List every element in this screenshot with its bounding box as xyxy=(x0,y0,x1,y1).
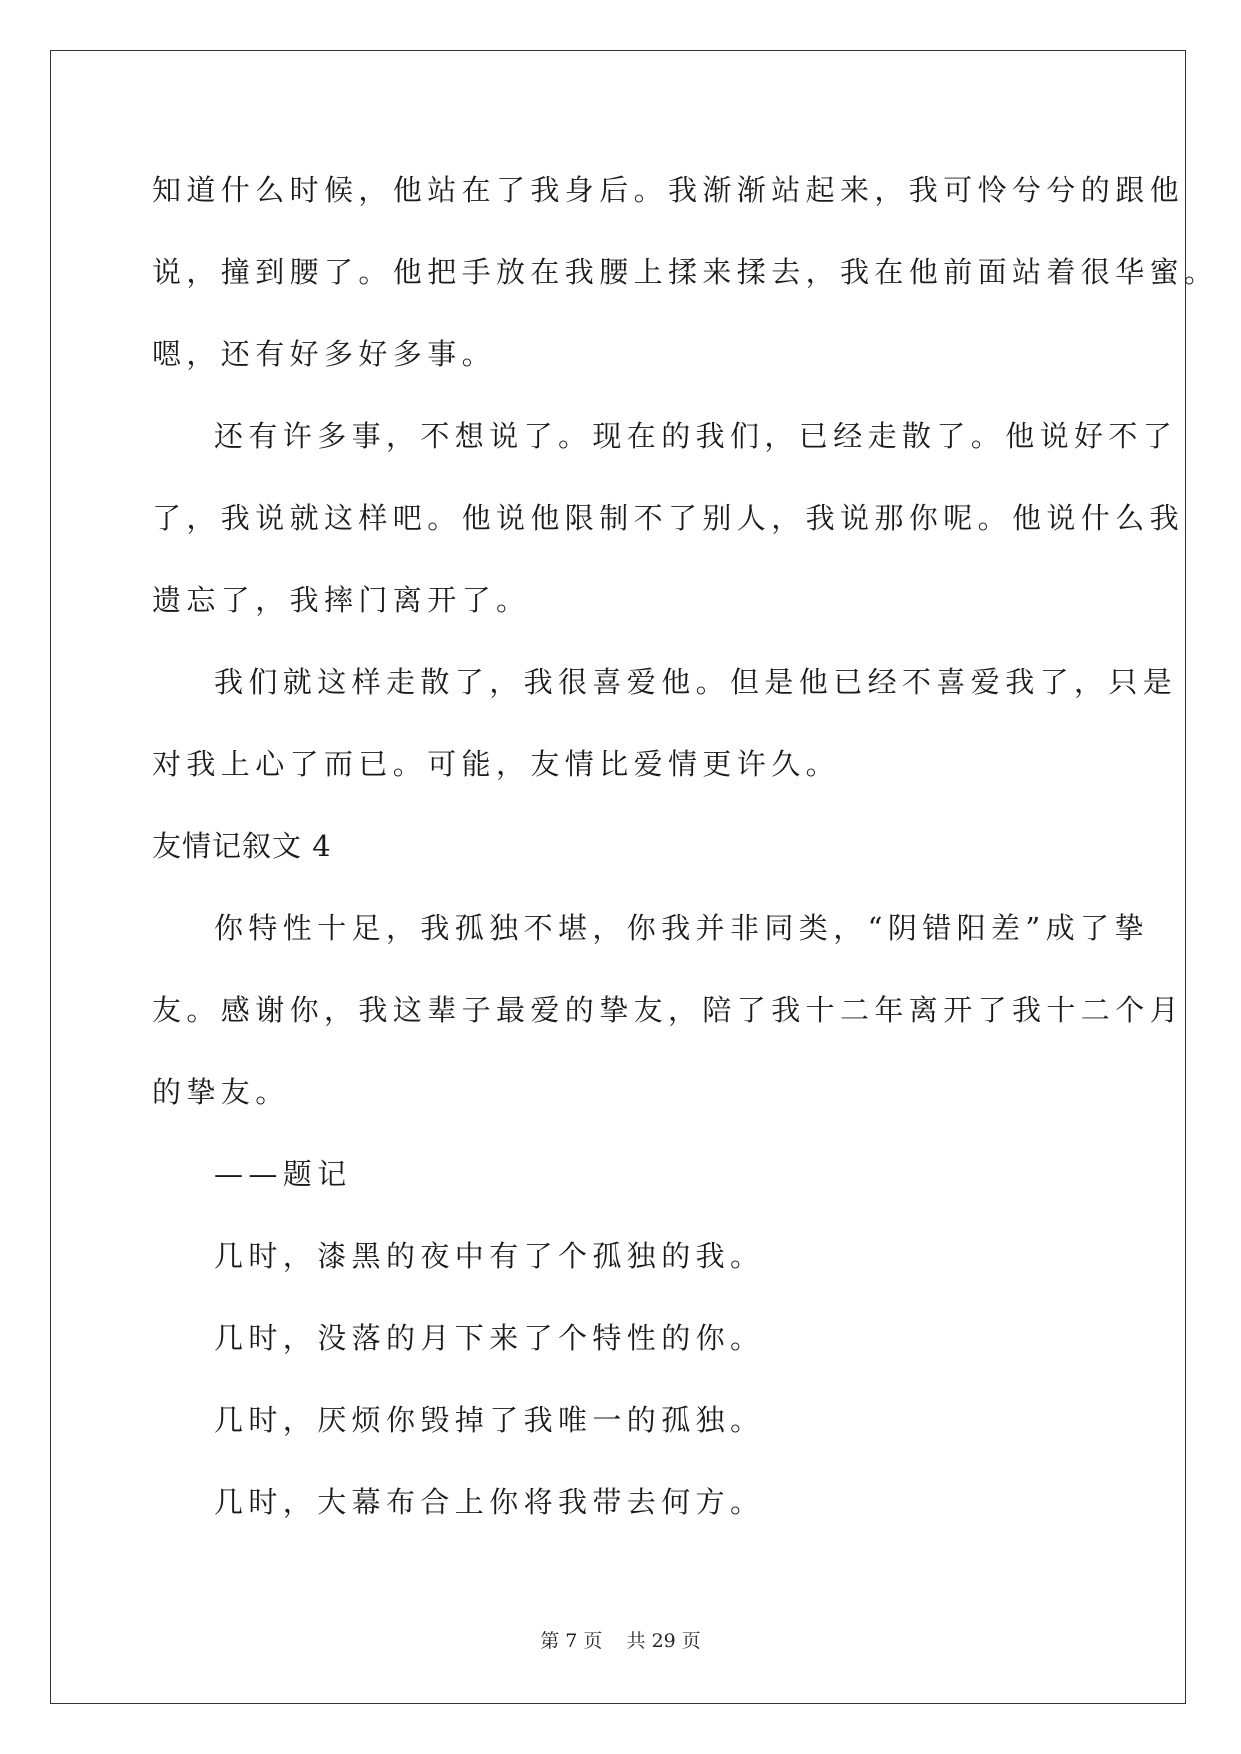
text-line: 嗯，还有好多好多事。 xyxy=(152,337,497,371)
text-line: 知道什么时候，他站在了我身后。我渐渐站起来，我可怜兮兮的跟他 xyxy=(152,173,1185,207)
paragraph-first-line: 你特性十足，我孤独不堪，你我并非同类，“阴错阳差”成了挚 xyxy=(214,911,1149,945)
text-line: 遗忘了，我摔门离开了。 xyxy=(152,583,531,617)
paragraph-first-line: 几时，厌烦你毁掉了我唯一的孤独。 xyxy=(214,1403,765,1437)
section-heading: 友情记叙文 4 xyxy=(152,829,332,863)
text-line: 对我上心了而已。可能，友情比爱情更许久。 xyxy=(152,747,841,781)
text-line: 说，撞到腰了。他把手放在我腰上揉来揉去，我在他前面站着很华蜜。 xyxy=(152,255,1219,289)
paragraph-first-line: 几时，漆黑的夜中有了个孤独的我。 xyxy=(214,1239,765,1273)
text-line: 友。感谢你，我这辈子最爱的挚友，陪了我十二年离开了我十二个月 xyxy=(152,993,1185,1027)
page-number-footer: 第 7 页 共 29 页 xyxy=(540,1630,701,1652)
paragraph-first-line: 几时，大幕布合上你将我带去何方。 xyxy=(214,1485,765,1519)
paragraph-first-line: 几时，没落的月下来了个特性的你。 xyxy=(214,1321,765,1355)
epigraph-note: ——题记 xyxy=(214,1157,352,1191)
paragraph-first-line: 我们就这样走散了，我很喜爱他。但是他已经不喜爱我了，只是 xyxy=(214,665,1178,699)
document-body xyxy=(152,160,1219,1554)
text-line: 了，我说就这样吧。他说他限制不了别人，我说那你呢。他说什么我 xyxy=(152,501,1185,535)
paragraph-first-line: 还有许多事，不想说了。现在的我们，已经走散了。他说好不了 xyxy=(214,419,1178,453)
text-line: 的挚友。 xyxy=(152,1075,290,1109)
